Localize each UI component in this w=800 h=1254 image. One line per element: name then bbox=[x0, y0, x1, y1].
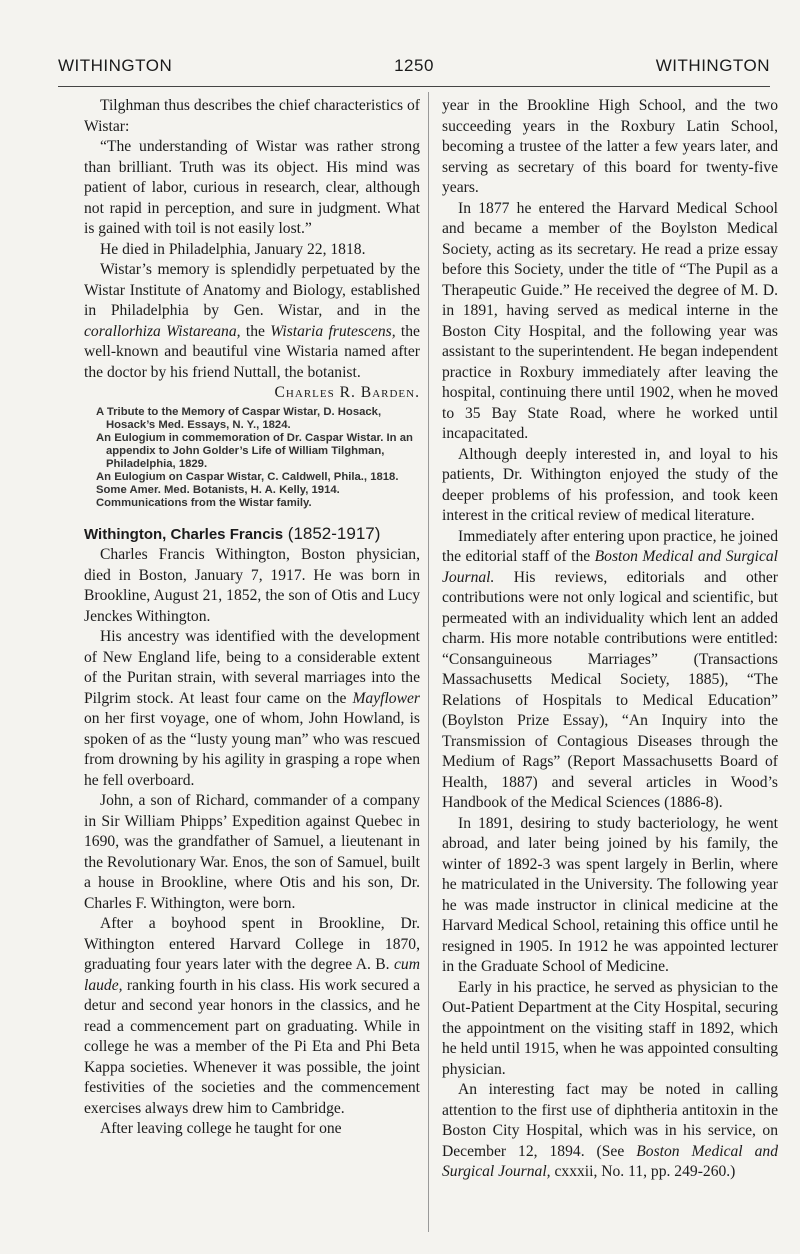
text-run: His reviews, editorials and other contributions were not only logical and scientific, but permeated with an individuality which lent an added charm. His more notable contributions were entitled: “Consanguineous Marriages” (Transactions Massachusetts Medical Society, 1885), “The Relations of Hospitals to Medical Education” (Boylston Prize Essay), “An Inquiry into the Transmission of Contagious Diseases through the Medium of Rags” (Report Massachusetts Board of Health, 1887) and several articles in Wood’s Handbook of the Medical Sciences (1886-8). bbox=[442, 568, 778, 811]
paragraph: Tilghman thus describes the chief characteristics of Wistar: bbox=[84, 97, 420, 135]
text-run: His ancestry was identified with the development of New England life, being to a considerable extent of the Puritan strain, with several marriages into the Pilgrim stock. At least four came on the bbox=[84, 628, 420, 707]
page-number: 1250 bbox=[394, 56, 434, 75]
text-run: After a boyhood spent in Brookline, Dr. Withington entered Harvard College in 1870, graduating four years later with the degree A. B. bbox=[84, 915, 420, 973]
column-divider bbox=[428, 92, 429, 1232]
text-run: cxxxii, No. 11, pp. 249-260.) bbox=[550, 1163, 736, 1180]
ship-name: Mayflower bbox=[352, 689, 420, 707]
paragraph bbox=[442, 527, 778, 814]
paragraph: John, a son of Richard, commander of a company in Sir William Phipps’ Expedition against Quebec in 1690, was the grandfather of Samuel, a lieutenant in the Revolutionary War. Enos, the son of Samuel, built a house in Brookline, where Otis and his son, Dr. Charles F. Withington, were born. bbox=[84, 792, 420, 912]
paragraph: year in the Brookline High School, and the two succeeding years in the Roxbury Latin School, becoming a trustee of the latter a few years later, and serving as secretary of this board for twenty-five years. bbox=[442, 97, 778, 196]
paragraph: After leaving college he taught for one bbox=[100, 1120, 342, 1137]
paragraph: Early in his practice, he served as physician to the Out-Patient Department at the City Hospital, securing the appointment on the visiting staff in 1892, which he held until 1915, when he was appointed consulting physician. bbox=[442, 978, 778, 1078]
left-column bbox=[84, 96, 420, 1140]
latin-phrase: cum laude, bbox=[84, 956, 420, 994]
references-list bbox=[96, 406, 420, 510]
right-column bbox=[442, 96, 778, 1183]
paragraph bbox=[84, 260, 420, 383]
paragraph: He died in Philadelphia, January 22, 1818. bbox=[100, 240, 366, 258]
author-signature: Charles R. Barden. bbox=[274, 384, 420, 401]
botanical-name: Wistaria frutescens, bbox=[270, 322, 396, 340]
paragraph bbox=[84, 627, 420, 791]
reference-item: A Tribute to the Memory of Caspar Wistar, D. Hosack, Hosack’s Med. Essays, N. Y., 1824. bbox=[96, 405, 382, 431]
paragraph: Although deeply interested in, and loyal to his patients, Dr. Withington enjoyed the study of the deeper problems of his profession, and took keen interest in the critical review of medical literature. bbox=[442, 445, 778, 524]
header-rule bbox=[58, 86, 770, 87]
quotation: “The understanding of Wistar was rather strong than brilliant. Truth was its object. His mind was patient of labor, curious in research, clear, although not rapid in perception, and sure in judgment. What is gained with toil is not easily lost.” bbox=[84, 138, 420, 237]
header-right-title: WITHINGTON bbox=[655, 56, 770, 75]
reference-item: Some Amer. Med. Botanists, H. A. Kelly, 1914. bbox=[96, 483, 340, 496]
header-left-title: WITHINGTON bbox=[58, 56, 173, 75]
paragraph: In 1877 he entered the Harvard Medical School and became a member of the Boylston Medical Society, acting as its secretary. He read a prize essay before this Society, under the title of “The Pupil as a Therapeutic Guide.” He received the degree of M. D. in 1891, having served as medical interne in the Boston City Hospital, and the following year was assistant to the superintendent. He began independent practice in Roxbury immediately after leaving the hospital, continuing there until 1902, when he moved to 35 Bay State Road, where he worked until incapacitated. bbox=[442, 199, 778, 442]
reference-item: An Eulogium in commemoration of Dr. Caspar Wistar. In an appendix to John Golder’s Life of William Tilghman, Philadelphia, 1829. bbox=[96, 431, 413, 470]
running-header bbox=[58, 56, 770, 88]
journal-title: Boston Medical and Surgical Journal. bbox=[442, 548, 778, 586]
botanical-name: corallorhiza Wistareana, bbox=[84, 322, 241, 340]
paragraph: Charles Francis Withington, Boston physician, died in Boston, January 7, 1917. He was born in Brookline, August 21, 1852, the son of Otis and Lucy Jenckes Withington. bbox=[84, 546, 420, 625]
text-run: on her first voyage, one of whom, John Howland, is spoken of as the “lusty young man” who was rescued from drowning by his agility in grasping a rope when he fell overboard. bbox=[84, 710, 420, 789]
reference-item: Communications from the Wistar family. bbox=[96, 496, 312, 509]
text-run: Immediately after entering upon practice, he joined the editorial staff of the bbox=[442, 527, 778, 565]
text-run: the bbox=[240, 322, 271, 340]
text-run: the well-known and beautiful vine Wistaria named after the doctor by his friend Nuttall, the botanist. bbox=[84, 322, 420, 381]
paragraph: In 1891, desiring to study bacteriology, he went abroad, and later being joined by his family, the winter of 1892-3 was spent largely in Berlin, where he matriculated in the University. The following year he was made instructor in clinical medicine at the Harvard Medical School, retaining this office until he resigned in 1905. In 1912 he was appointed lecturer in the Graduate School of Medicine. bbox=[442, 814, 778, 975]
text-run: An interesting fact may be noted in calling attention to the first use of diphtheria antitoxin in the Boston City Hospital, which was in his service, on December 12, 1894. (See bbox=[442, 1081, 778, 1160]
text-run: Wistar’s memory is splendidly perpetuated by the Wistar Institute of Anatomy and Biology, established in Philadelphia by Gen. Wistar, and in the bbox=[84, 261, 420, 319]
entry-heading bbox=[84, 524, 420, 546]
text-run: ranking fourth in his class. His work secured a detur and second year honors in the classics, and he read a commencement part on graduating. While in college he was a member of the Pi Eta and Phi Beta Kappa societies. Whenever it was possible, the joint festivities of the societies and the commencement exercises always drew him to Cambridge. bbox=[84, 976, 420, 1117]
reference-item: An Eulogium on Caspar Wistar, C. Caldwell, Phila., 1818. bbox=[96, 470, 399, 483]
entry-dates: (1852-1917) bbox=[283, 523, 381, 543]
paragraph bbox=[84, 914, 420, 1119]
paragraph bbox=[442, 1080, 778, 1183]
entry-name: Withington, Charles Francis bbox=[84, 525, 284, 543]
journal-title: Boston Medical and Surgical Journal, bbox=[442, 1142, 778, 1180]
